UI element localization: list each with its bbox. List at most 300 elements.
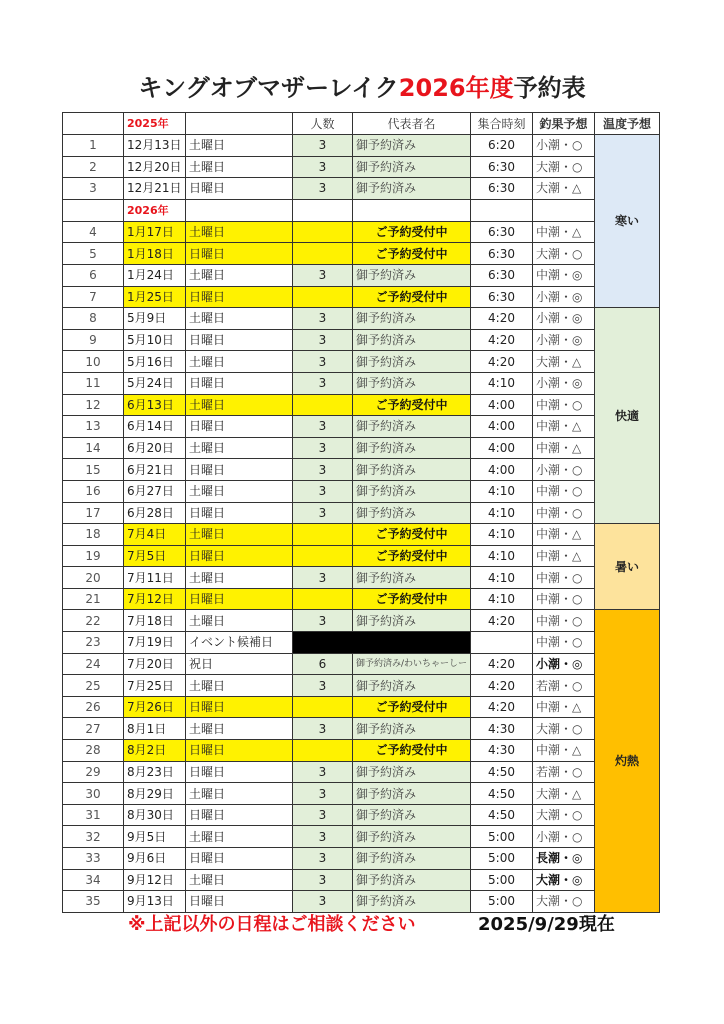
row-forecast: 大潮・△ bbox=[533, 351, 595, 373]
row-number: 13 bbox=[63, 416, 124, 438]
row-rep: 御予約済み bbox=[353, 480, 471, 502]
table-row bbox=[63, 264, 660, 286]
row-people: 3 bbox=[293, 178, 353, 200]
row-number: 10 bbox=[63, 351, 124, 373]
row-forecast: 中潮・○ bbox=[533, 502, 595, 524]
row-forecast: 中潮・△ bbox=[533, 740, 595, 762]
row-people bbox=[293, 740, 353, 762]
row-forecast: 中潮・△ bbox=[533, 437, 595, 459]
row-day: 土曜日 bbox=[186, 156, 293, 178]
row-day: 土曜日 bbox=[186, 308, 293, 330]
row-day: 土曜日 bbox=[186, 567, 293, 589]
row-time: 4:30 bbox=[471, 740, 533, 762]
row-day: 土曜日 bbox=[186, 718, 293, 740]
year-2026-label: 2026年 bbox=[127, 203, 169, 217]
row-time: 6:20 bbox=[471, 135, 533, 157]
row-people bbox=[293, 394, 353, 416]
row-number: 7 bbox=[63, 286, 124, 308]
row-forecast: 中潮・△ bbox=[533, 696, 595, 718]
row-rep: 御予約済み bbox=[353, 264, 471, 286]
row-time: 4:20 bbox=[471, 308, 533, 330]
table-row bbox=[63, 783, 660, 805]
row-forecast: 大潮・○ bbox=[533, 156, 595, 178]
table-row bbox=[63, 394, 660, 416]
row-rep: ご予約受付中 bbox=[353, 524, 471, 546]
row-date: 6月28日 bbox=[124, 502, 186, 524]
row-people bbox=[293, 696, 353, 718]
table-row bbox=[63, 804, 660, 826]
row-number: 33 bbox=[63, 848, 124, 870]
blackout-cell bbox=[293, 632, 471, 654]
year-row-empty bbox=[533, 199, 595, 221]
row-forecast: 小潮・◎ bbox=[533, 372, 595, 394]
row-number: 11 bbox=[63, 372, 124, 394]
row-number: 31 bbox=[63, 804, 124, 826]
row-day: 日曜日 bbox=[186, 696, 293, 718]
year-row-empty bbox=[186, 199, 293, 221]
row-date: 7月11日 bbox=[124, 567, 186, 589]
temp-cold: 寒い bbox=[595, 135, 660, 308]
row-rep: 御予約済み bbox=[353, 675, 471, 697]
row-day: 土曜日 bbox=[186, 135, 293, 157]
row-people: 3 bbox=[293, 610, 353, 632]
row-day: 日曜日 bbox=[186, 178, 293, 200]
row-time: 4:20 bbox=[471, 610, 533, 632]
row-time: 4:10 bbox=[471, 524, 533, 546]
row-number: 32 bbox=[63, 826, 124, 848]
row-number: 23 bbox=[63, 632, 124, 654]
year-row-no bbox=[63, 199, 124, 221]
row-time: 4:20 bbox=[471, 329, 533, 351]
table-row bbox=[63, 675, 660, 697]
row-people: 3 bbox=[293, 329, 353, 351]
row-time: 4:10 bbox=[471, 372, 533, 394]
table-row bbox=[63, 480, 660, 502]
header-rep: 代表者名 bbox=[353, 113, 471, 135]
row-day: 土曜日 bbox=[186, 221, 293, 243]
row-rep: 御予約済み bbox=[353, 351, 471, 373]
row-number: 8 bbox=[63, 308, 124, 330]
row-date: 7月25日 bbox=[124, 675, 186, 697]
row-rep: 御予約済み bbox=[353, 783, 471, 805]
row-time: 4:00 bbox=[471, 459, 533, 481]
row-time: 6:30 bbox=[471, 221, 533, 243]
row-date: 7月4日 bbox=[124, 524, 186, 546]
row-day: 日曜日 bbox=[186, 588, 293, 610]
table-row bbox=[63, 588, 660, 610]
row-date: 1月18日 bbox=[124, 243, 186, 265]
row-rep: ご予約受付中 bbox=[353, 243, 471, 265]
row-number: 35 bbox=[63, 891, 124, 913]
row-day: 土曜日 bbox=[186, 480, 293, 502]
row-time: 4:10 bbox=[471, 545, 533, 567]
row-forecast: 小潮・◎ bbox=[533, 653, 595, 675]
row-forecast: 小潮・◎ bbox=[533, 308, 595, 330]
row-number: 15 bbox=[63, 459, 124, 481]
row-number: 14 bbox=[63, 437, 124, 459]
row-day: 日曜日 bbox=[186, 372, 293, 394]
row-number: 26 bbox=[63, 696, 124, 718]
row-day: 日曜日 bbox=[186, 416, 293, 438]
row-day: 日曜日 bbox=[186, 761, 293, 783]
row-date: 9月13日 bbox=[124, 891, 186, 913]
header-no bbox=[63, 113, 124, 135]
page-title bbox=[0, 72, 724, 104]
row-date: 7月5日 bbox=[124, 545, 186, 567]
row-date: 8月2日 bbox=[124, 740, 186, 762]
row-date: 9月12日 bbox=[124, 869, 186, 891]
row-time: 4:50 bbox=[471, 761, 533, 783]
row-forecast: 中潮・○ bbox=[533, 610, 595, 632]
row-date: 6月14日 bbox=[124, 416, 186, 438]
row-day: 日曜日 bbox=[186, 243, 293, 265]
row-rep: ご予約受付中 bbox=[353, 221, 471, 243]
row-people: 3 bbox=[293, 783, 353, 805]
row-time: 5:00 bbox=[471, 826, 533, 848]
row-number: 22 bbox=[63, 610, 124, 632]
row-number: 5 bbox=[63, 243, 124, 265]
row-rep: ご予約受付中 bbox=[353, 588, 471, 610]
row-rep: ご予約受付中 bbox=[353, 740, 471, 762]
reservation-table bbox=[62, 112, 660, 913]
table-row bbox=[63, 416, 660, 438]
row-number: 18 bbox=[63, 524, 124, 546]
temp-scorching: 灼熱 bbox=[595, 610, 660, 912]
row-day: 土曜日 bbox=[186, 264, 293, 286]
row-people: 3 bbox=[293, 135, 353, 157]
row-forecast: 大潮・△ bbox=[533, 783, 595, 805]
row-date: 9月5日 bbox=[124, 826, 186, 848]
row-rep: 御予約済み bbox=[353, 848, 471, 870]
row-forecast: 中潮・△ bbox=[533, 524, 595, 546]
row-date: 5月24日 bbox=[124, 372, 186, 394]
table-row bbox=[63, 567, 660, 589]
row-day: 日曜日 bbox=[186, 502, 293, 524]
year-row-date bbox=[124, 199, 186, 221]
row-time: 5:00 bbox=[471, 869, 533, 891]
row-forecast: 小潮・◎ bbox=[533, 329, 595, 351]
row-rep: ご予約受付中 bbox=[353, 545, 471, 567]
table-row bbox=[63, 696, 660, 718]
row-date: 9月6日 bbox=[124, 848, 186, 870]
row-day: 土曜日 bbox=[186, 610, 293, 632]
table-row bbox=[63, 653, 660, 675]
table-row bbox=[63, 826, 660, 848]
row-date: 5月16日 bbox=[124, 351, 186, 373]
row-people bbox=[293, 588, 353, 610]
row-forecast: 大潮・○ bbox=[533, 243, 595, 265]
row-day: 日曜日 bbox=[186, 804, 293, 826]
title-year: 2026年度 bbox=[398, 74, 514, 102]
row-date: 7月26日 bbox=[124, 696, 186, 718]
header-forecast: 釣果予想 bbox=[533, 113, 595, 135]
row-time: 4:10 bbox=[471, 502, 533, 524]
row-day: 土曜日 bbox=[186, 675, 293, 697]
row-time: 6:30 bbox=[471, 178, 533, 200]
row-forecast: 中潮・○ bbox=[533, 394, 595, 416]
row-time: 5:00 bbox=[471, 891, 533, 913]
row-forecast: 大潮・◎ bbox=[533, 869, 595, 891]
row-number: 6 bbox=[63, 264, 124, 286]
row-date: 8月23日 bbox=[124, 761, 186, 783]
row-date: 8月30日 bbox=[124, 804, 186, 826]
row-day: 日曜日 bbox=[186, 329, 293, 351]
row-rep: 御予約済み bbox=[353, 804, 471, 826]
row-number: 34 bbox=[63, 869, 124, 891]
table-row bbox=[63, 351, 660, 373]
row-time: 4:10 bbox=[471, 567, 533, 589]
header-date bbox=[124, 113, 186, 135]
row-forecast: 中潮・◎ bbox=[533, 264, 595, 286]
row-date: 12月13日 bbox=[124, 135, 186, 157]
row-day: 日曜日 bbox=[186, 891, 293, 913]
table-row bbox=[63, 502, 660, 524]
table-row bbox=[63, 308, 660, 330]
row-date: 6月27日 bbox=[124, 480, 186, 502]
table-row bbox=[63, 761, 660, 783]
row-rep: 御予約済み bbox=[353, 459, 471, 481]
row-number: 4 bbox=[63, 221, 124, 243]
row-rep: 御予約済み bbox=[353, 502, 471, 524]
row-date: 6月20日 bbox=[124, 437, 186, 459]
row-forecast: 小潮・○ bbox=[533, 459, 595, 481]
row-rep: ご予約受付中 bbox=[353, 286, 471, 308]
row-rep: 御予約済み bbox=[353, 135, 471, 157]
row-rep: 御予約済み bbox=[353, 869, 471, 891]
table-row bbox=[63, 221, 660, 243]
row-time: 4:20 bbox=[471, 653, 533, 675]
row-day: 土曜日 bbox=[186, 437, 293, 459]
table-row bbox=[63, 718, 660, 740]
row-date: 1月24日 bbox=[124, 264, 186, 286]
row-date: 1月17日 bbox=[124, 221, 186, 243]
row-day: 土曜日 bbox=[186, 351, 293, 373]
row-forecast: 中潮・○ bbox=[533, 632, 595, 654]
row-date: 7月12日 bbox=[124, 588, 186, 610]
row-forecast: 中潮・○ bbox=[533, 480, 595, 502]
row-rep: 御予約済み/わいちゃーしー bbox=[353, 653, 471, 675]
table-row bbox=[63, 524, 660, 546]
row-rep: 御予約済み bbox=[353, 437, 471, 459]
row-number: 29 bbox=[63, 761, 124, 783]
row-time: 4:00 bbox=[471, 394, 533, 416]
row-people: 3 bbox=[293, 156, 353, 178]
row-date: 6月13日 bbox=[124, 394, 186, 416]
row-number: 2 bbox=[63, 156, 124, 178]
header-time: 集合時刻 bbox=[471, 113, 533, 135]
row-people: 3 bbox=[293, 567, 353, 589]
year-row-empty bbox=[293, 199, 353, 221]
row-people bbox=[293, 524, 353, 546]
row-day: イベント候補日 bbox=[186, 632, 293, 654]
row-rep: 御予約済み bbox=[353, 329, 471, 351]
row-people: 3 bbox=[293, 459, 353, 481]
row-day: 土曜日 bbox=[186, 394, 293, 416]
table-body bbox=[63, 135, 660, 913]
row-forecast: 大潮・○ bbox=[533, 718, 595, 740]
row-people: 3 bbox=[293, 761, 353, 783]
row-time: 4:30 bbox=[471, 718, 533, 740]
title-main: キングオブマザーレイク bbox=[138, 74, 399, 102]
table-row bbox=[63, 243, 660, 265]
row-time: 4:20 bbox=[471, 675, 533, 697]
row-forecast: 若潮・○ bbox=[533, 761, 595, 783]
row-date: 12月20日 bbox=[124, 156, 186, 178]
row-forecast: 中潮・○ bbox=[533, 567, 595, 589]
row-number: 24 bbox=[63, 653, 124, 675]
row-people: 3 bbox=[293, 437, 353, 459]
row-time: 6:30 bbox=[471, 286, 533, 308]
row-people: 3 bbox=[293, 826, 353, 848]
row-people: 3 bbox=[293, 308, 353, 330]
row-time: 4:50 bbox=[471, 804, 533, 826]
row-number: 17 bbox=[63, 502, 124, 524]
header-temp: 温度予想 bbox=[595, 113, 660, 135]
row-time: 4:00 bbox=[471, 437, 533, 459]
row-number: 9 bbox=[63, 329, 124, 351]
row-rep: 御予約済み bbox=[353, 891, 471, 913]
row-date: 5月9日 bbox=[124, 308, 186, 330]
row-rep: 御予約済み bbox=[353, 610, 471, 632]
row-people: 3 bbox=[293, 891, 353, 913]
table-row bbox=[63, 135, 660, 157]
header-row bbox=[63, 113, 660, 135]
row-time: 5:00 bbox=[471, 848, 533, 870]
table-row bbox=[63, 286, 660, 308]
row-date: 7月18日 bbox=[124, 610, 186, 632]
row-forecast: 大潮・△ bbox=[533, 178, 595, 200]
row-time: 6:30 bbox=[471, 264, 533, 286]
row-day: 日曜日 bbox=[186, 545, 293, 567]
row-date: 6月21日 bbox=[124, 459, 186, 481]
row-people: 3 bbox=[293, 869, 353, 891]
row-number: 16 bbox=[63, 480, 124, 502]
row-number: 12 bbox=[63, 394, 124, 416]
row-people bbox=[293, 286, 353, 308]
year-row-empty bbox=[353, 199, 471, 221]
row-people: 3 bbox=[293, 416, 353, 438]
table-row bbox=[63, 869, 660, 891]
row-day: 土曜日 bbox=[186, 524, 293, 546]
row-forecast: 中潮・○ bbox=[533, 588, 595, 610]
title-suffix: 予約表 bbox=[513, 74, 586, 102]
row-rep: 御予約済み bbox=[353, 178, 471, 200]
year-row bbox=[63, 199, 660, 221]
table-row bbox=[63, 459, 660, 481]
row-day: 祝日 bbox=[186, 653, 293, 675]
row-day: 日曜日 bbox=[186, 740, 293, 762]
row-forecast: 中潮・△ bbox=[533, 545, 595, 567]
row-rep: ご予約受付中 bbox=[353, 696, 471, 718]
row-forecast: 長潮・◎ bbox=[533, 848, 595, 870]
row-people: 3 bbox=[293, 372, 353, 394]
row-date: 7月19日 bbox=[124, 632, 186, 654]
footer-note: ※上記以外の日程はご相談ください bbox=[128, 914, 416, 935]
table-row bbox=[63, 545, 660, 567]
row-date: 12月21日 bbox=[124, 178, 186, 200]
row-forecast: 中潮・△ bbox=[533, 416, 595, 438]
row-forecast: 小潮・○ bbox=[533, 135, 595, 157]
row-number: 1 bbox=[63, 135, 124, 157]
row-number: 27 bbox=[63, 718, 124, 740]
row-people: 3 bbox=[293, 480, 353, 502]
row-people bbox=[293, 545, 353, 567]
row-rep: 御予約済み bbox=[353, 761, 471, 783]
row-day: 日曜日 bbox=[186, 286, 293, 308]
row-forecast: 中潮・△ bbox=[533, 221, 595, 243]
temp-warm: 暑い bbox=[595, 524, 660, 610]
row-people bbox=[293, 221, 353, 243]
row-rep: 御予約済み bbox=[353, 308, 471, 330]
row-time: 4:00 bbox=[471, 416, 533, 438]
row-number: 3 bbox=[63, 178, 124, 200]
row-day: 土曜日 bbox=[186, 869, 293, 891]
row-forecast: 大潮・○ bbox=[533, 891, 595, 913]
row-people: 3 bbox=[293, 718, 353, 740]
table-row bbox=[63, 372, 660, 394]
table-row bbox=[63, 329, 660, 351]
row-people bbox=[293, 243, 353, 265]
row-date: 8月1日 bbox=[124, 718, 186, 740]
table-row bbox=[63, 178, 660, 200]
row-day: 日曜日 bbox=[186, 848, 293, 870]
row-number: 30 bbox=[63, 783, 124, 805]
row-day: 土曜日 bbox=[186, 826, 293, 848]
row-people: 3 bbox=[293, 804, 353, 826]
row-day: 日曜日 bbox=[186, 459, 293, 481]
table-row bbox=[63, 740, 660, 762]
row-time: 4:10 bbox=[471, 588, 533, 610]
row-people: 3 bbox=[293, 675, 353, 697]
row-time bbox=[471, 632, 533, 654]
row-people: 3 bbox=[293, 351, 353, 373]
temp-comfortable: 快適 bbox=[595, 308, 660, 524]
row-date: 7月20日 bbox=[124, 653, 186, 675]
row-number: 19 bbox=[63, 545, 124, 567]
table-row bbox=[63, 891, 660, 913]
row-people: 3 bbox=[293, 264, 353, 286]
year-row-empty bbox=[471, 199, 533, 221]
row-people: 6 bbox=[293, 653, 353, 675]
row-rep: 御予約済み bbox=[353, 567, 471, 589]
header-day bbox=[186, 113, 293, 135]
year-2025-label: 2025年 bbox=[127, 117, 169, 130]
row-time: 6:30 bbox=[471, 243, 533, 265]
row-rep: 御予約済み bbox=[353, 156, 471, 178]
table-row bbox=[63, 610, 660, 632]
header-people: 人数 bbox=[293, 113, 353, 135]
row-time: 4:20 bbox=[471, 696, 533, 718]
row-number: 21 bbox=[63, 588, 124, 610]
row-time: 4:10 bbox=[471, 480, 533, 502]
row-date: 1月25日 bbox=[124, 286, 186, 308]
row-people: 3 bbox=[293, 848, 353, 870]
table-row bbox=[63, 632, 660, 654]
row-forecast: 大潮・○ bbox=[533, 804, 595, 826]
row-number: 28 bbox=[63, 740, 124, 762]
table-row bbox=[63, 437, 660, 459]
row-time: 4:50 bbox=[471, 783, 533, 805]
row-rep: 御予約済み bbox=[353, 372, 471, 394]
row-date: 8月29日 bbox=[124, 783, 186, 805]
row-rep: 御予約済み bbox=[353, 416, 471, 438]
row-rep: 御予約済み bbox=[353, 718, 471, 740]
row-number: 25 bbox=[63, 675, 124, 697]
row-day: 土曜日 bbox=[186, 783, 293, 805]
row-time: 4:20 bbox=[471, 351, 533, 373]
row-number: 20 bbox=[63, 567, 124, 589]
row-forecast: 小潮・◎ bbox=[533, 286, 595, 308]
